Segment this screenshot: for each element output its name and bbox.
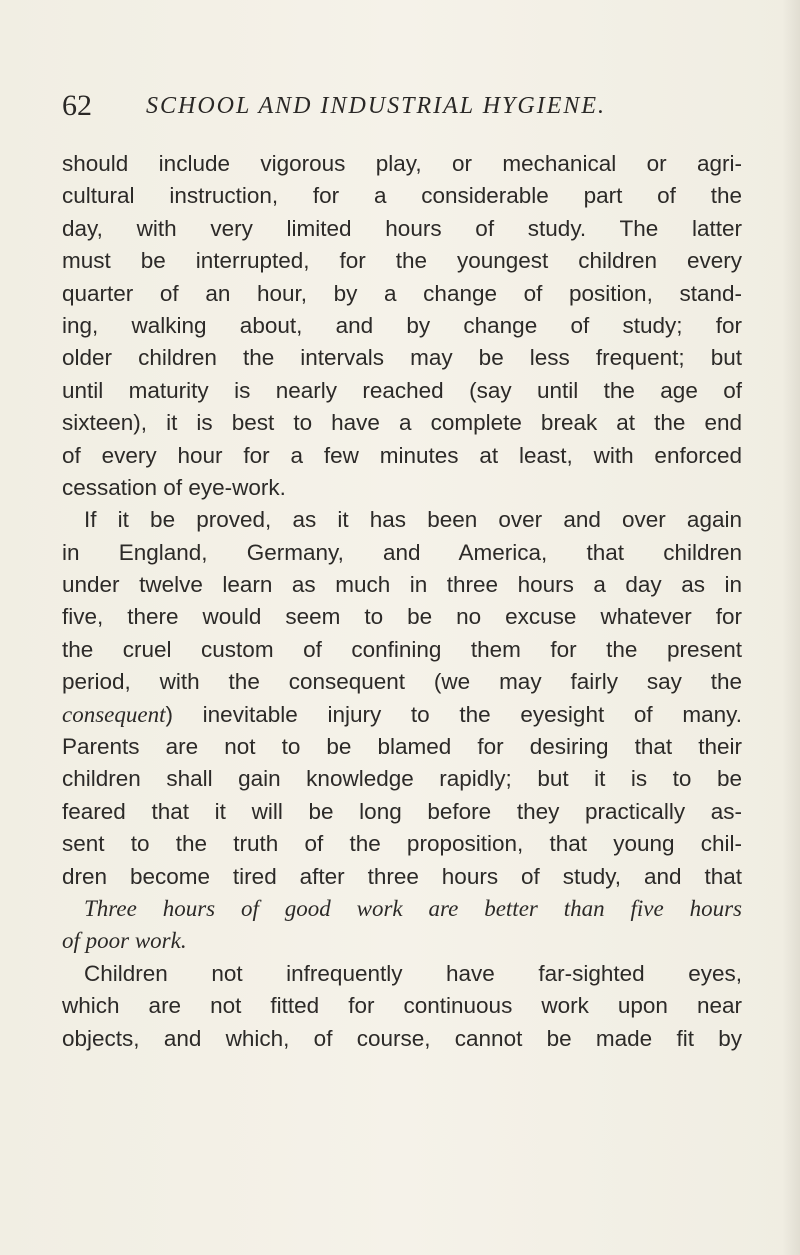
italic-line: of poor work.: [62, 928, 187, 954]
text-line-mixed: [62, 699, 742, 731]
text-line: period, with the consequent (we may fairly say the: [62, 669, 742, 695]
italic-word: consequent: [62, 701, 166, 727]
body-text: [62, 148, 742, 1055]
page-number: 62: [62, 89, 92, 122]
text-line: should include vigorous play, or mechanical or agri-: [62, 151, 742, 176]
text-line: must be interrupted, for the youngest children every: [62, 248, 742, 274]
page-edge-shadow: [782, 0, 800, 1255]
text-line: of every hour for a few minutes at least, with enforced: [62, 442, 742, 468]
text-line: feared that it will be long before they practically as-: [62, 798, 742, 824]
text-line: under twelve learn as much in three hours a day as in: [62, 572, 742, 598]
text-segment: ) inevitable injury to the eyesight of many.: [165, 701, 742, 727]
text-line: sixteen), it is best to have a complete break at the end: [62, 410, 742, 436]
text-line: ing, walking about, and by change of study; for: [62, 312, 742, 338]
text-line: If it be proved, as it has been over and over again: [84, 507, 742, 533]
page-header: [62, 88, 742, 128]
text-line: children shall gain knowledge rapidly; but it is to be: [62, 766, 742, 792]
text-line: Children not infrequently have far-sighted eyes,: [84, 960, 742, 986]
text-line: quarter of an hour, by a change of position, stand-: [62, 280, 742, 306]
text-line: in England, Germany, and America, that children: [62, 539, 742, 565]
text-line: which are not fitted for continuous work upon near: [62, 993, 742, 1019]
text-line: Parents are not to be blamed for desiring that their: [62, 734, 742, 760]
running-head: SCHOOL AND INDUSTRIAL HYGIENE.: [146, 93, 607, 119]
text-line: the cruel custom of confining them for the present: [62, 636, 742, 662]
text-line: day, with very limited hours of study. The latter: [62, 215, 742, 241]
text-line: until maturity is nearly reached (say until the age of: [62, 377, 742, 403]
text-line: objects, and which, of course, cannot be made fit by: [62, 1025, 742, 1051]
text-line: sent to the truth of the proposition, that young chil-: [62, 831, 742, 857]
text-line: cessation of eye-work.: [62, 474, 286, 500]
text-line: older children the intervals may be less frequent; but: [62, 345, 742, 371]
text-line: five, there would seem to be no excuse whatever for: [62, 604, 742, 630]
text-line: dren become tired after three hours of study, and that: [62, 863, 742, 889]
text-line: cultural instruction, for a considerable part of the: [62, 183, 742, 209]
italic-line: Three hours of good work are better than five hours: [84, 895, 742, 921]
